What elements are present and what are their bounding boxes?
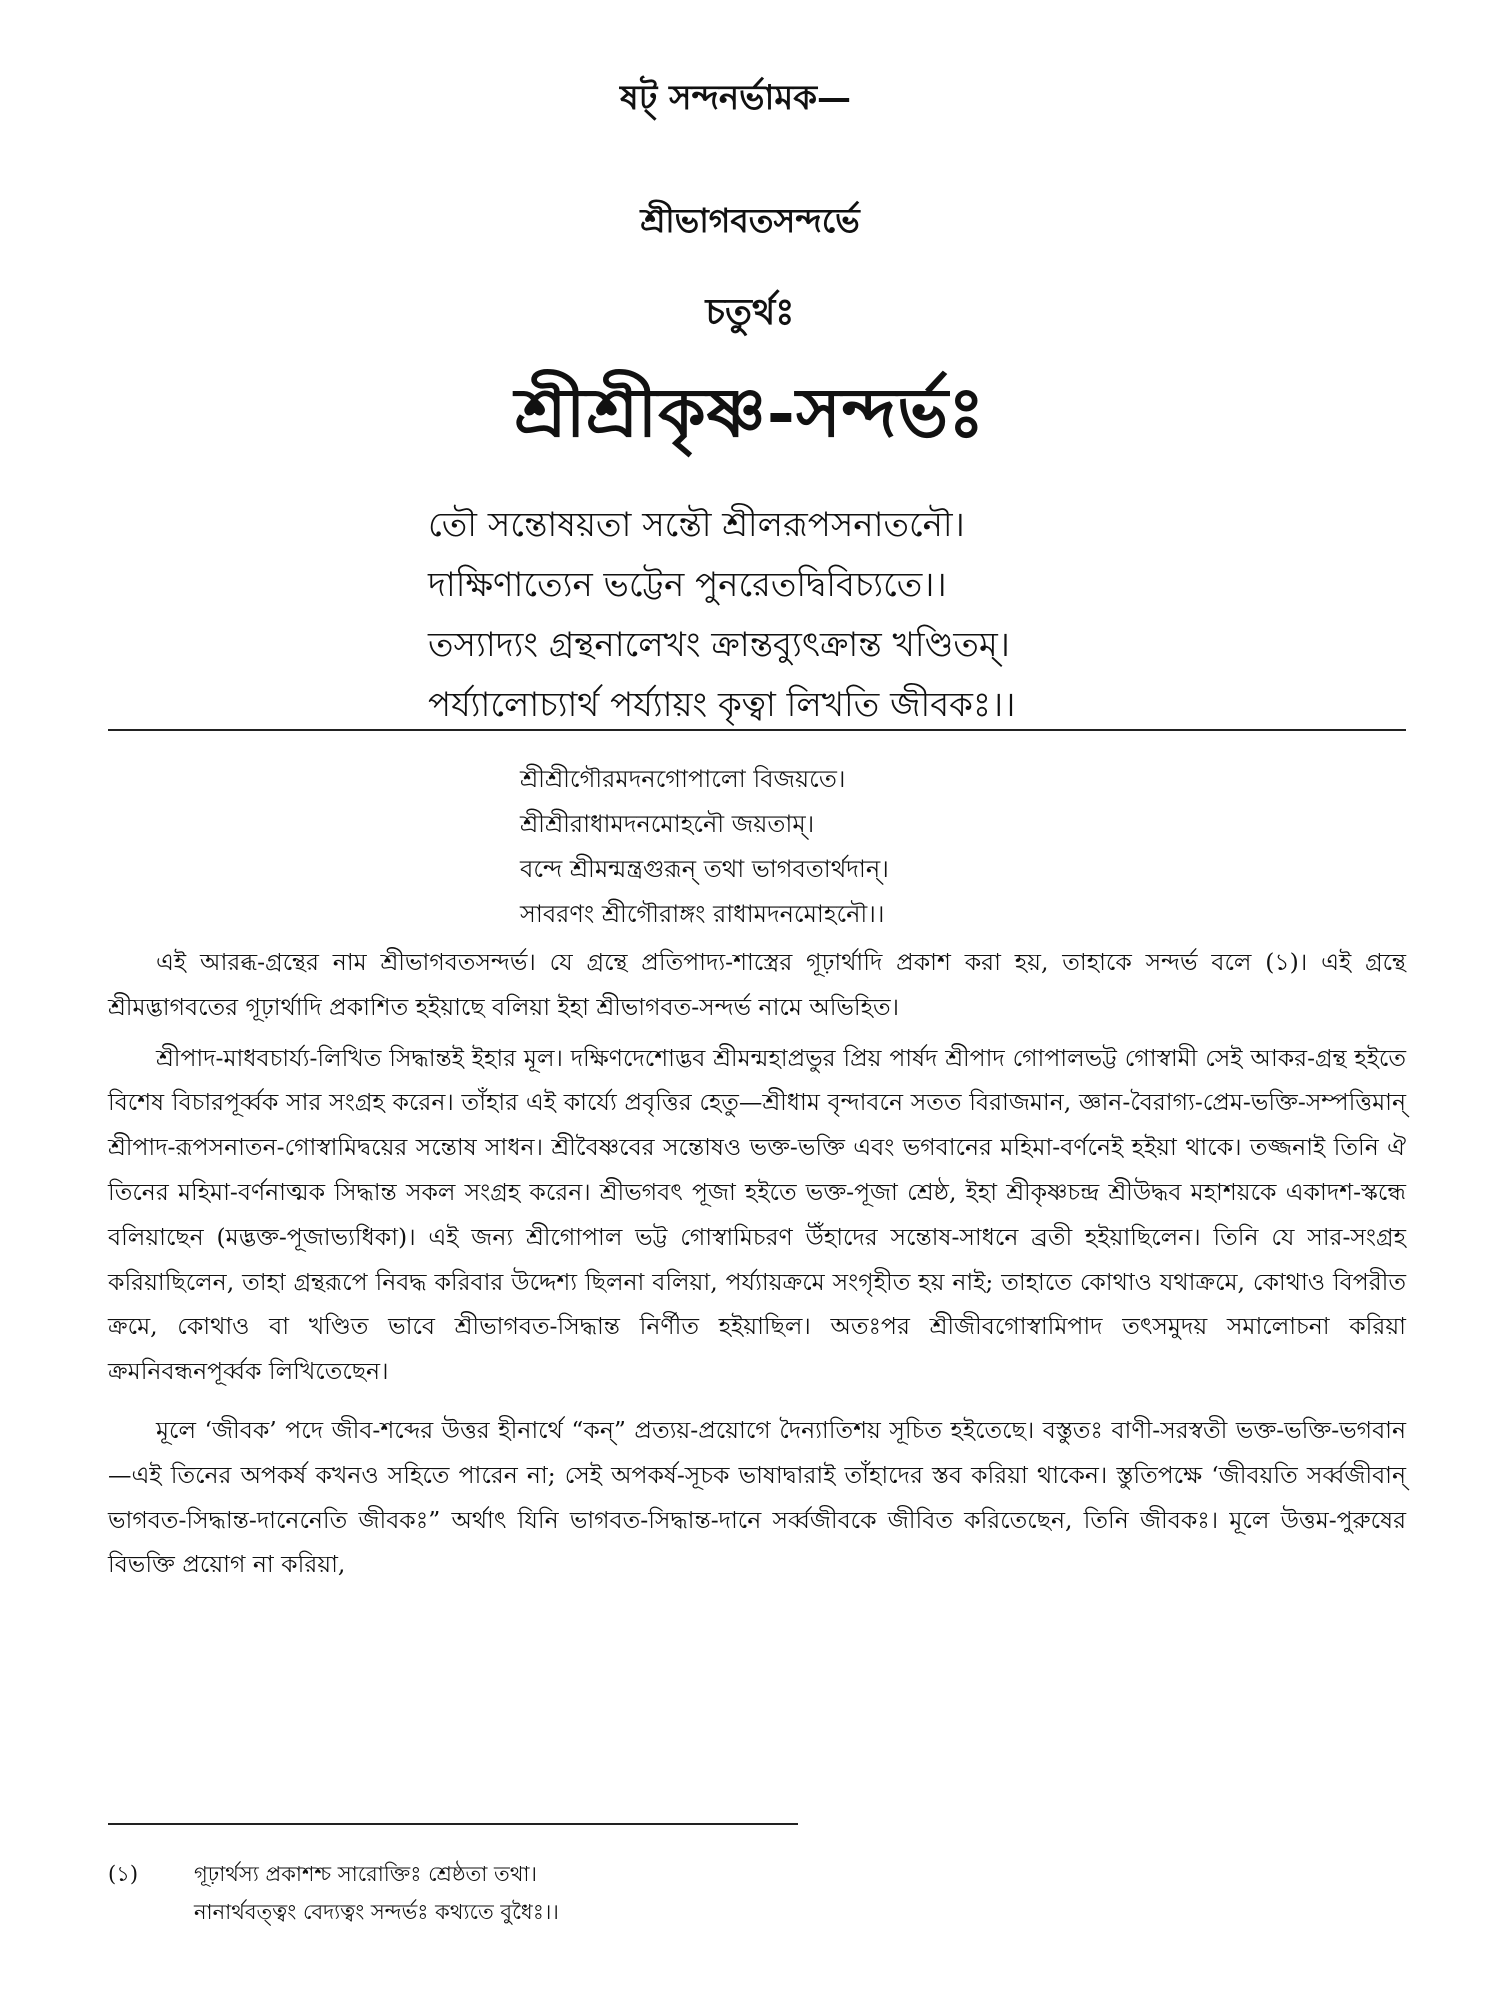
series-title: শ্রীভাগবতসন্দর্ভে: [640, 201, 860, 240]
invocation-line: সাবরণং শ্রীগৌরাঙ্গং রাধামদনমোহনৌ।।: [520, 900, 885, 928]
footnote-line: গূঢ়ার্থস্য প্রকাশশ্চ সারোক্তিঃ শ্রেষ্ঠতা তথা।: [194, 1862, 538, 1886]
footnote-marker: (১): [108, 1862, 139, 1886]
running-head: ষট্ সন্দনৰ্ভামক—: [620, 78, 852, 118]
commentary-paragraph: মূলে ‘জীবক’ পদে জীব-শব্দের উত্তর হীনার্থে “কন্” প্রত্যয়-প্রয়োগে দৈন্যাতিশয় সূচিত হইতেছে। বস্তুতঃ বাণী-সরস্বতী ভক্ত-ভক্তি-ভগবান—এই তিনের অপকর্ষ কখনও সহিতে পারেন না; সেই অপকর্ষ-সূচক ভাষাদ্বারাই তাঁহাদের স্তব করিয়া থাকেন। স্তুতিপক্ষে ‘জীবয়তি সর্ব্বজীবান্ ভাগবত-সিদ্ধান্ত-দানেনেতি জীবকঃ” অর্থাৎ যিনি ভাগবত-সিদ্ধান্ত-দানে সর্ব্বজীবকে জীবিত করিতেছেন, তিনি জীবকঃ। মূলে উত্তম-পুরুষের বিভক্তি প্রয়োগ না করিয়া,: [108, 1415, 1406, 1579]
main-title: শ্রীশ্রীকৃষ্ণ-সন্দর্ভঃ: [514, 373, 986, 453]
footnote-divider: [108, 1823, 798, 1825]
invocation-verses: [520, 757, 1420, 937]
footnote-line: নানার্থবত্ত্বং বেদ্যত্বং সন্দর্ভঃ কথ্যতে বুধৈঃ।।: [194, 1900, 559, 1924]
footnote-text: [194, 1855, 1294, 1931]
verse-line: তৌ সন্তোষয়তা সন্তৌ শ্রীলরূপসনাতনৌ।: [428, 505, 965, 545]
verse-line: তস্যাদ্যং গ্রন্থনালেখং ক্রান্তব্যুৎক্রান্ত খণ্ডিতম্।: [428, 625, 1010, 665]
commentary-paragraph: এই আরব্ধ-গ্রন্থের নাম শ্রীভাগবতসন্দর্ভ। যে গ্রন্থে প্রতিপাদ্য-শাস্ত্রের গূঢ়ার্থাদি প্রকাশ করা হয়, তাহাকে সন্দর্ভ বলে (১)। এই গ্রন্থে শ্রীমদ্ভাগবতের গূঢ়ার্থাদি প্রকাশিত হইয়াছে বলিয়া ইহা শ্রীভাগবত-সন্দর্ভ নামে অভিহিত।: [108, 948, 1406, 1021]
invocation-line: শ্রীশ্রীগৌরমদনগোপালো বিজয়তে।: [520, 765, 846, 793]
invocation-line: বন্দে শ্রীমন্মন্ত্রগুরূন্ তথা ভাগবতার্থদান্।: [520, 855, 889, 883]
invocation-line: শ্রীশ্রীরাধামদনমোহনৌ জয়তাম্।: [520, 810, 815, 838]
verse-line: দাক্ষিণাত্যেন ভট্টেন পুনরেতদ্বিবিচ্যতে।।: [428, 565, 947, 605]
part-label: চতুর্থঃ: [705, 291, 795, 333]
commentary-body: [108, 940, 1406, 1587]
verse-line: পর্য্যালোচ্যার্থ পর্য্যায়ং কৃত্বা লিখতি জীবকঃ।।: [428, 685, 1016, 725]
commentary-paragraph: শ্রীপাদ-মাধবচার্য্য-লিখিত সিদ্ধান্তই ইহার মূল। দক্ষিণদেশোদ্ভব শ্রীমন্মহাপ্রভুর প্রিয় পার্ষদ শ্রীপাদ গোপালভট্ট গোস্বামী সেই আকর-গ্রন্থ হইতে বিশেষ বিচারপূর্ব্বক সার সংগ্রহ করেন। তাঁহার এই কার্য্যে প্রবৃত্তির হেতু—শ্রীধাম বৃন্দাবনে সতত বিরাজমান, জ্ঞান-বৈরাগ্য-প্রেম-ভক্তি-সম্পত্তিমান্ শ্রীপাদ-রূপসনাতন-গোস্বামিদ্বয়ের সন্তোষ সাধন। শ্রীবৈষ্ণবের সন্তোষও ভক্ত-ভক্তি এবং ভগবানের মহিমা-বর্ণনেই হইয়া থাকে। তজ্জনাই তিনি ঐ তিনের মহিমা-বর্ণনাত্মক সিদ্ধান্ত সকল সংগ্রহ করেন। শ্রীভগবৎ পূজা হইতে ভক্ত-পূজা শ্রেষ্ঠ, ইহা শ্রীকৃষ্ণচন্দ্র শ্রীউদ্ধব মহাশয়কে একাদশ-স্কন্ধে বলিয়াছেন (মদ্ভক্ত-পূজাভ্যধিকা)। এই জন্য শ্রীগোপাল ভট্ট গোস্বামিচরণ উঁহাদের সন্তোষ-সাধনে ব্রতী হইয়াছিলেন। তিনি যে সার-সংগ্রহ করিয়াছিলেন, তাহা গ্রন্থরূপে নিবদ্ধ করিবার উদ্দেশ্য ছিলনা বলিয়া, পর্য্যায়ক্রমে সংগৃহীত হয় নাই; তাহাতে কোথাও যথাক্রমে, কোথাও বিপরীত ক্রমে, কোথাও বা খণ্ডিত ভাবে শ্রীভাগবত-সিদ্ধান্ত নির্ণীত হইয়াছিল। অতঃপর শ্রীজীবগোস্বামিপাদ তৎসমুদয় সমালোচনা করিয়া ক্রমনিবন্ধনপূর্ব্বক লিখিতেছেন।: [108, 1043, 1406, 1386]
opening-verses: [428, 495, 1488, 735]
section-divider: [108, 729, 1406, 731]
